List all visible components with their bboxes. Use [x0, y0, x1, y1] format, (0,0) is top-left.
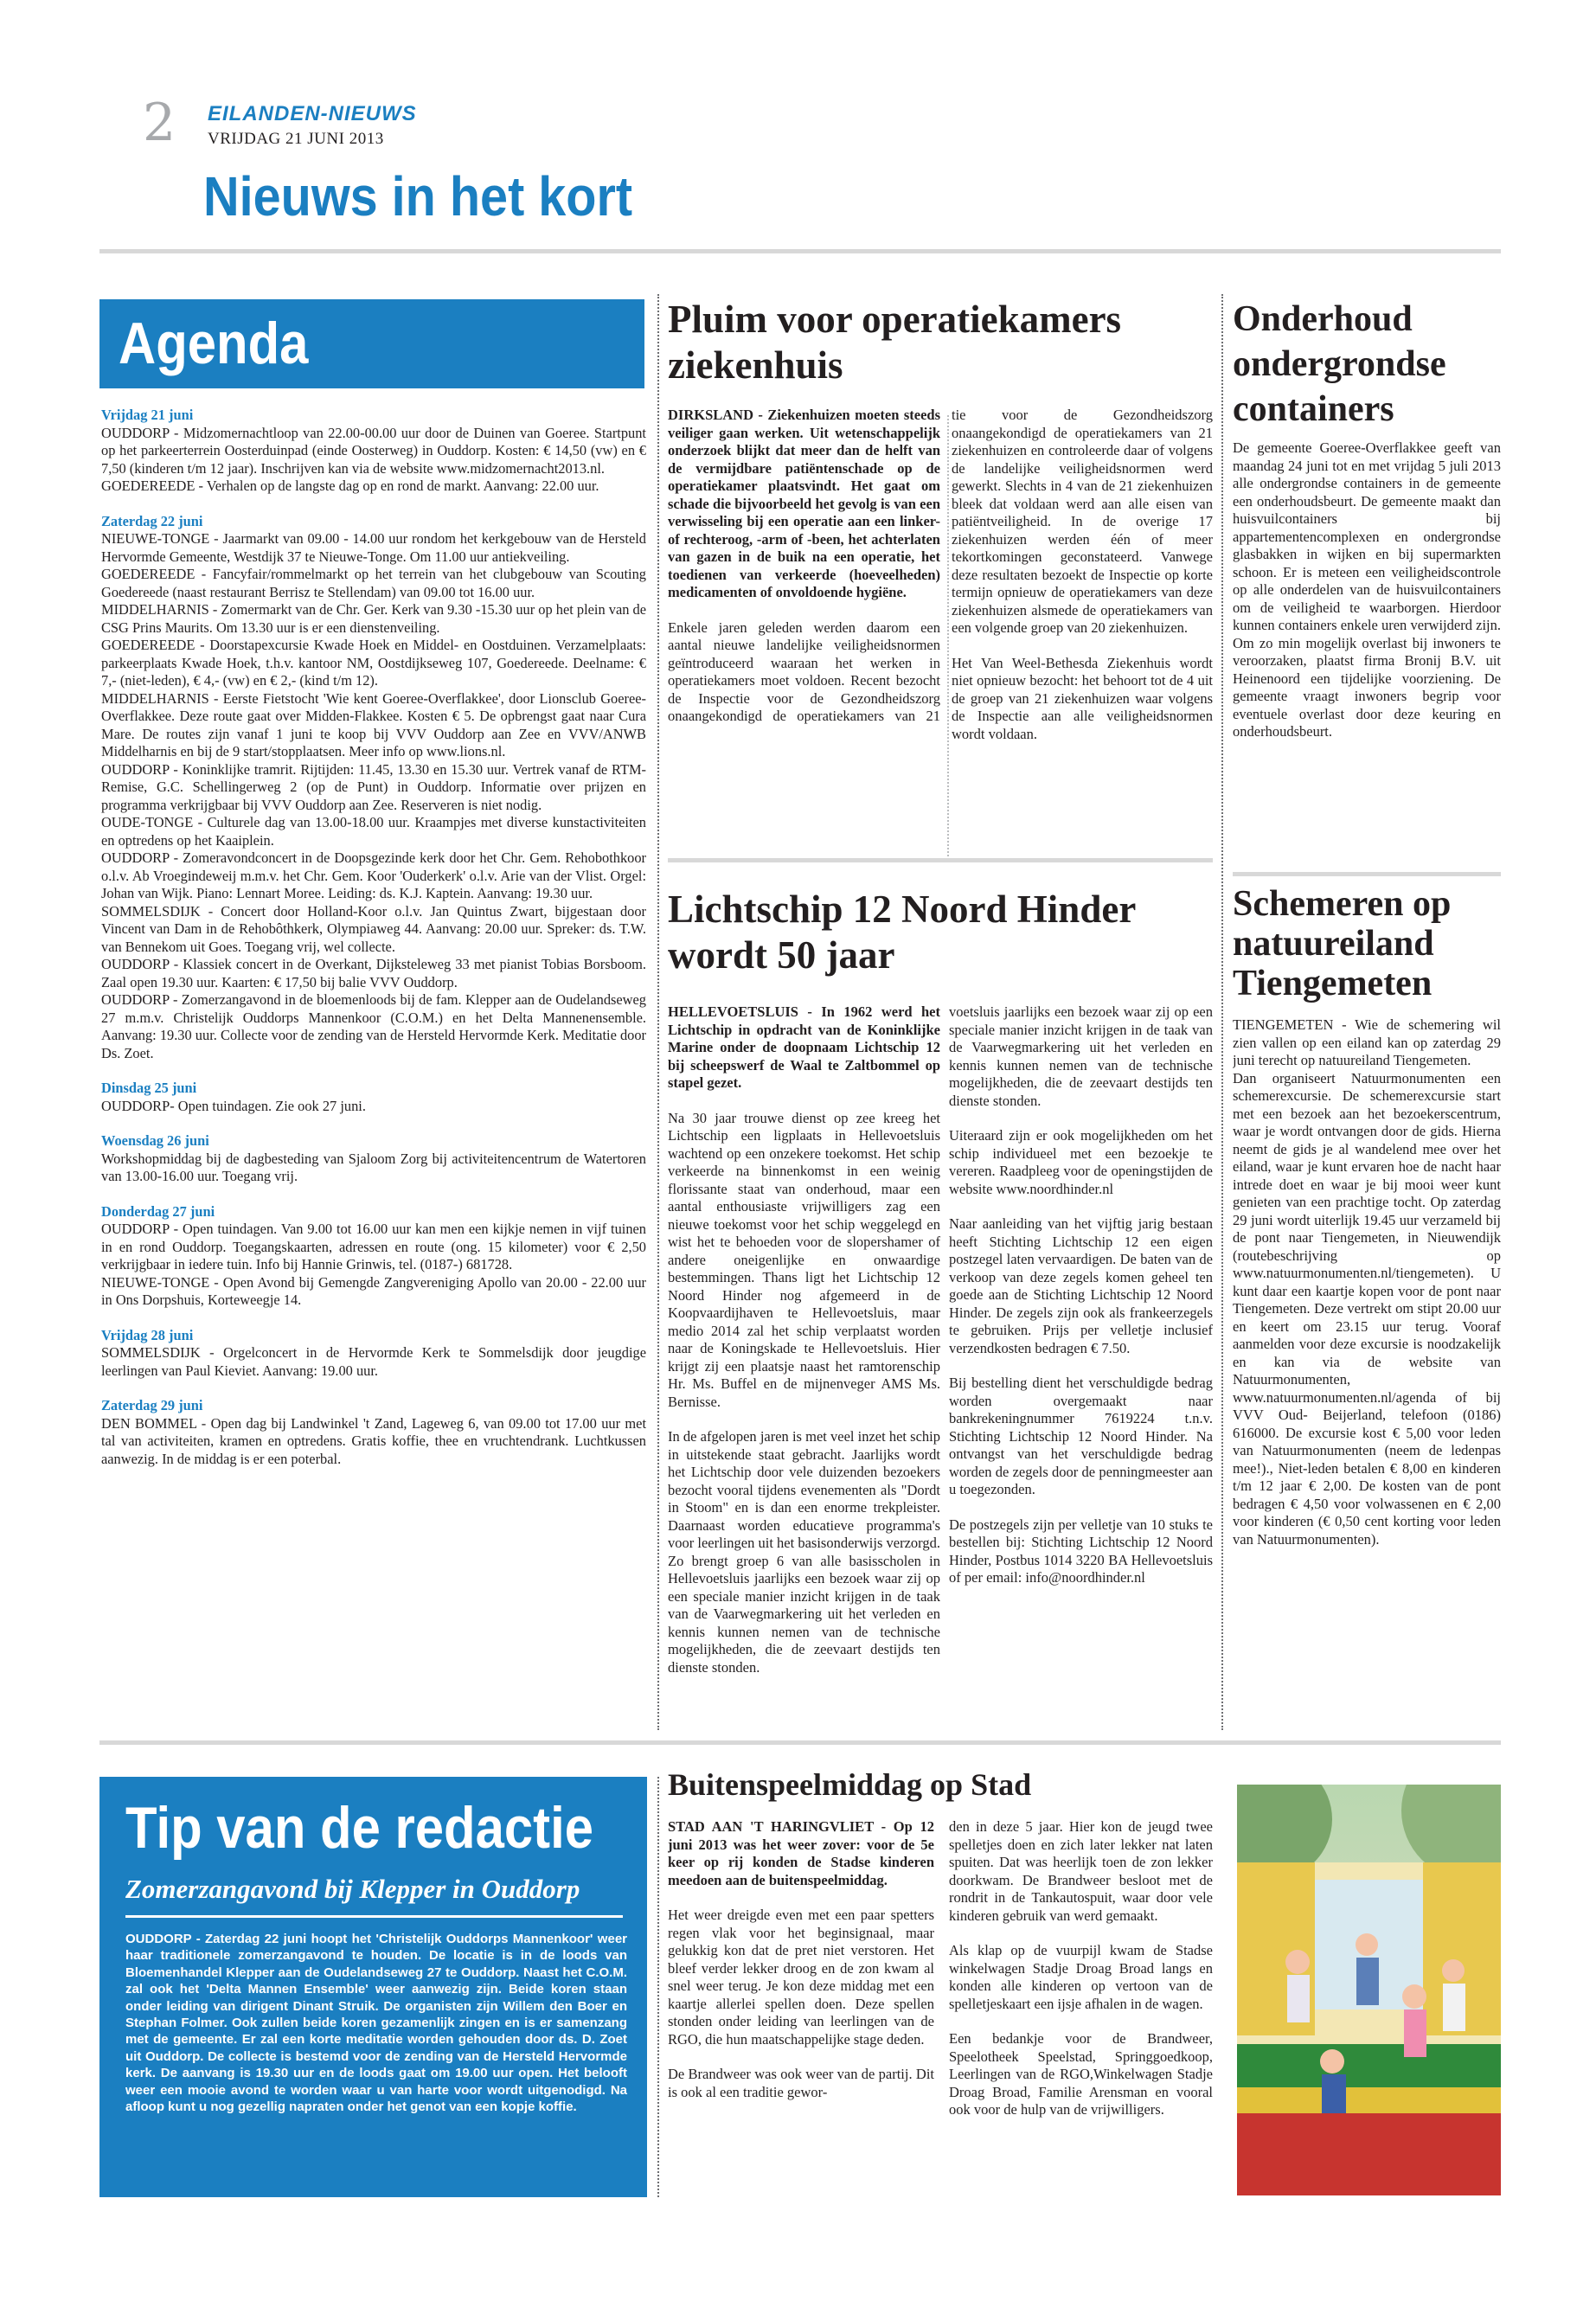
agenda-list [101, 407, 646, 1468]
article-body-col2 [949, 1818, 1213, 2199]
agenda-day-label: Vrijdag 21 juni [101, 407, 194, 423]
agenda-day-text: DEN BOMMEL - Open dag bij Landwinkel 't Zand, Lageweg 6, van 09.00 tot 17.00 uur met tal van activiteiten, kramen en optredens. Gratis koffie, thee en vruchtendrank. Luchtkussen aanwezig. In de middag is er een poterbal. [101, 1414, 646, 1467]
article-body [668, 1818, 934, 2199]
article-body-col2 [949, 1003, 1213, 1721]
tip-box [99, 1777, 647, 2197]
article-lead: HELLEVOETSLUIS - In 1962 werd het Lichtschip in opdracht van de Koninklijke Marine onder de doopnaam Lichtschip 12 bij scheepswerf de Waal te Zaltbommel op stapel gezet. [668, 1003, 940, 1091]
article-paragraph: Een bedankje voor de Brandweer, Speelotheek Speelstad, Springgoedkoop, Leerlingen van de RGO,Winkelwagen Stadje Droag Broad, Familie Arensman en vooral ook voor de hulp van de vrijwilligers. [949, 2030, 1213, 2118]
article-paragraph: Bij bestelling dient het verschuldigde bedrag worden overgemaakt naar bankrekeningnummer 7619224 t.n.v. Stichting Lichtschip 12 Noord Hinder. Na ontvangst van het verschuldigde bedrag worden de zegels door de penningmeester aan u toegezonden. [949, 1375, 1213, 1497]
article-headline: Onderhoud ondergrondse containers [1233, 299, 1446, 429]
page-number: 2 [143, 93, 176, 153]
paragraph-text: Enkele jaren geleden werden daarom een aantal nieuwe landelijke veiligheidsnormen geïntroduceerd waaraan het werken in operatiekamers moet voldoen. Recent bezocht de Inspectie voor de Gezondheidszorg onaangekondigd de operatiekamers van 21 [668, 619, 940, 724]
article-paragraph: Het Van Weel-Bethesda Ziekenhuis wordt niet opnieuw bezocht: het behoort tot de 4 uit de groep van 21 ziekenhuizen waar volgens de Inspectie aan alle veiligheidsnormen wordt voldaan. [952, 654, 1213, 742]
agenda-day-text: NIEUWE-TONGE - Jaarmarkt van 09.00 - 14.00 uur rondom het kerkgebouw van de Hersteld Hervormde Gemeente, Westdijk 37 te Nieuwe-Tonge. Om 11.00 uur antiekveiling. GOEDEREEDE - Fancyfair/rommelmarkt op het terrein van het clubgebouw van Scouting Goedereede (naast restaurant Berrisz te Stellendam) van 09.00 tot 16.00 uur. MIDDELHARNIS - Zomermarkt van de Chr. Ger. Kerk van 9.30 -15.30 uur op het plein van de CSG Prins Maurits. Om 13.30 uur is er een dienstenveiling. GOEDEREEDE - Doorstapexcursie Kwade Hoek en Middel- en Oostduinen. Verzamelplaats: parkeerplaats Kwade Hoek, t.h.v. kantoor NM, Oostdijkseweg 107, Goedereede. Deelname: € 7,- (niet-leden), € 4,- (vw) en € 2,- (kind t/m 12). MIDDELHARNIS - Eerste Fietstocht 'Wie kent Goeree-Overflakkee', door Lionsclub Goeree-Overflakkee. Deze route gaat over Midden-Flakkee. Kosten € 5. De opbrengst gaat naar Cura Mare. De routes zijn vanaf 1 juni te koop bij VVV Ouddorp aan Zee en VVV/ANWB Middelharnis en bij de 9 start/stopplaatsen. Meer info op www.lions.nl. OUDDORP - Koninklijke tramrit. Rijtijden: 11.45, 13.30 en 15.30 uur. Vertrek vanaf de RTM-Remise, G.C. Schellingerweg 2 (op de Punt) in Ouddorp. Informatie over prijzen en programma verkrijgbaar bij VVV Ouddorp aan Zee. Reserveren is niet nodig. OUDE-TONGE - Culturele dag van 13.00-18.00 uur. Kraampjes met diverse kunstactiviteiten en optredens op het Kaaiplein. OUDDORP - Zomeravondconcert in de Doopsgezinde kerk door het Chr. Gem. Rehobothkoor o.l.v. Ab Vroegindeweij m.m.v. het Chr. Gem. Koor 'Ouderkerk' o.l.v. Arie van der Vlist. Orgel: Johan van Wijk. Piano: Lennart Moree. Leiding: ds. K.J. Kaptein. Aanvang: 19.30 uur. SOMMELSDIJK - Concert door Holland-Koor o.l.v. Jan Quintus Zwart, bijgestaan door Vincent van Dam in de Rehobôthkerk, Olympiaweg 44. Aanvang: 20.00 uur. Spreker: ds. T.W. van Bennekom uit Goes. Toegang vrij, wel collecte. OUDDORP - Klassiek concert in de Overkant, Dijksteleweg 33 met pianist Tobias Borsboom. Zaal open 19.30 uur. Kaarten: € 17,50 bij balie VVV Ouddorp. OUDDORP - Zomerzangavond in de bloemenloods bij de fam. Klepper aan de Oudelandseweg 27 m.m.v. Christelijk Ouddorps Mannenkoor (C.O.M.) en het Delta Mannenensemble. Aanvang: 19.30 uur. Collecte voor de zending van de Hersteld Hervormde Kerk. Meditatie door Ds. Zoet. [101, 530, 646, 1061]
column-separator [657, 294, 659, 1730]
article-body [1233, 439, 1501, 759]
tip-title: Tip van de redactie [125, 1795, 593, 1861]
header-divider [99, 249, 1501, 253]
agenda-day-label: Woensdag 26 juni [101, 1132, 209, 1149]
article-paragraph: Na 30 jaar trouwe dienst op zee kreeg het Lichtschip een ligplaats in Hellevoetsluis wachtend op een onzekere toekomst. Het schip verkeerde na binnenkomst in een weinig florissante staat van onderhoud, maar een aantal enthousiaste vrijwilligers zag een nieuwe toekomst voor het schip weggelegd en wist het te behoeden voor de slopershamer of andere oneigenlijke en onwaardige bestemmingen. Thans ligt het Lichtschip 12 Noord Hinder nog afgemeerd in de Koopvaardijhaven te Hellevoetsluis, maar medio 2014 zal het schip verplaatst worden naar de Koningskade te Hellevoetsluis. Hier krijgt zij een plaatsje naast het ramtorenschip Hr. Ms. Buffel en de mijnenveger AMS Ms. Bernisse. [668, 1109, 940, 1410]
article-paragraph: Dan organiseert Natuurmonumenten een schemerexcursie. De schemerexcursie start met een bezoek aan het bezoekerscentrum, waar je wordt ontvangen door de gids. Hierna neemt de gids je al wandelend mee over het eiland, waar je kunt ervaren hoe de nacht haar intrede doet en waar je bij mooi weer kunt genieten van een prachtige tocht. Op zaterdag 29 juni wordt uiterlijk 19.45 uur verzameld bij de pont naar Tiengemeten, in Nieuwendijk (routebeschrijving op www.natuurmonumenten.nl/tiengemeten). U kunt daar een kaartje kopen voor de pont naar Tiengemeten. Deze vertrekt om stipt 20.00 uur en keert om 23.15 uur terug. Vooraf aanmelden voor deze excursie is noodzakelijk en kan via de website van Natuurmonumenten, www.natuurmonumenten.nl/agenda of bij VVV Oud- Beijerland, telefoon (0186) 616000. De excursie kost € 5,00 voor leden van Natuurmonumenten (neem de ledenpas mee!)., Niet-leden betalen € 8,00 en kinderen t/m 12 jaar € 2,00. De kosten van de pont bedragen € 4,50 voor volwassenen en € 2,00 voor kinderen (€ 0,50 cent korting voor leden van Natuurmonumenten). [1233, 1069, 1501, 1548]
agenda-day-label: Zaterdag 22 juni [101, 512, 203, 529]
article-body [1233, 1016, 1501, 1726]
article-body-col2 [952, 407, 1213, 760]
agenda-day-text: OUDDORP- Open tuindagen. Zie ook 27 juni. [101, 1097, 366, 1114]
photo-illustration-icon [1237, 1785, 1501, 2195]
article-headline: Schemeren op natuureiland Tiengemeten [1233, 884, 1452, 1003]
article-headline: Buitenspeelmiddag op Stad [668, 1767, 1032, 1802]
article-paragraph: Uiteraard zijn er ook mogelijkheden om het schip individueel met een bezoekje te vereren. Raadpleeg voor de openingstijden de website www.noordhinder.nl [949, 1127, 1213, 1197]
agenda-day-label: Vrijdag 28 juni [101, 1326, 194, 1343]
article-lead: DIRKSLAND - Ziekenhuizen moeten steeds veiliger gaan werken. Uit wetenschappelijk onderzoek blijkt dat meer dan de helft van de vermijdbare patiëntenschade op de operatiekamer plaatsvindt. Het gaat om schade die bijvoorbeeld het gevolg is van een verwisseling bij een operatie aan een linker- of rechteroog, -arm of -been, het achterlaten van gazen in de buik na een operatie, het toedienen van verkeerde (hoeveelheden) medicamenten of onvoldoende hygiëne. [668, 407, 940, 600]
agenda-title: Agenda [119, 311, 309, 376]
agenda-day-label: Zaterdag 29 juni [101, 1397, 203, 1413]
article-paragraph: Naar aanleiding van het vijftig jarig bestaan heeft Stichting Lichtschip 12 een eigen postzegel laten vervaardigen. De baten van de verkoop van deze zegels komen geheel ten goede aan de Stichting Lichtschip 12 Noord Hinder. De zegels zijn ook als frankeerzegels te gebruiken. Prijs per velletje inclusief verzendkosten bedragen € 7.50. [949, 1215, 1213, 1356]
masthead-logo: EILANDEN-NIEUWS [208, 102, 417, 125]
article-headline: Pluim voor operatiekamers ziekenhuis [668, 298, 1122, 387]
agenda-day-text: OUDDORP - Open tuindagen. Van 9.00 tot 16.00 uur kan men een kijkje nemen in vijf tuinen in en rond Ouddorp. Toegangskaarten, adressen en route (ong. 15 kilometer) voor € 2,50 verkrijgbaar in iedere tuin. Info bij Hannie Grinwis, tel. (0187-) 681728. NIEUWE-TONGE - Open Avond bij Gemengde Zangvereniging Apollo van 20.00 - 22.00 uur in Ons Dorpshuis, Korteweegje 14. [101, 1221, 646, 1308]
article-paragraph: tie voor de Gezondheidszorg onaangekondigd de operatiekamers van 21 ziekenhuizen en controleerde daar of volgens de landelijke veiligheidsnormen werd gewerkt. Slechts in 4 van de 21 ziekenhuizen bleek dat voldaan werd aan alle eisen van patiëntveiligheid. In de overige 17 ziekenhuizen werden één of meer tekortkomingen geconstateerd. Vanwege deze resultaten bezoekt de Inspectie op korte termijn opnieuw de operatiekamers van deze ziekenhuizen alsmede de operatiekamers van een volgende groep van 20 ziekenhuizen. [952, 407, 1213, 636]
issue-date: VRIJDAG 21 JUNI 2013 [208, 130, 384, 148]
agenda-day-text: SOMMELSDIJK - Orgelconcert in de Hervormde Kerk te Sommelsdijk door jeugdige leerlingen van Paul Kieviet. Aanvang: 19.00 uur. [101, 1344, 646, 1379]
tip-rule [125, 1915, 623, 1918]
agenda-header [99, 299, 644, 388]
article-lead: STAD AAN 'T HARINGVLIET - Op 12 juni 2013 was het weer zover: voor de 5e keer op rij konden de Stadse kinderen meedoen aan de buitenspeelmiddag. [668, 1818, 934, 1888]
article-paragraph: den in deze 5 jaar. Hier kon de jeugd twee spelletjes doen en zich later lekker nat laten spuiten. Dat was heerlijk toen de zon lekker doorkwam. De Brandweer besloot met de rondrit in de Tankautospuit, waar door vele kinderen gebruik van werd gemaakt. [949, 1818, 1213, 1924]
tip-text: OUDDORP - Zaterdag 22 juni hoopt het 'Christelijk Ouddorps Mannenkoor' weer haar traditionele zomerzangavond te houden. De locatie is in de loods van Bloemenhandel Klepper aan de Oudelandseweg 27 te Ouddorp. Naast het C.O.M. zal ook het 'Delta Mannen Ensemble' weer aanwezig zijn. Beide koren staan onder leiding van dirigent Dinant Struik. De organisten zijn Willem den Boer en Stephan Folmer. Ook zullen beide koren gezamenlijk zingen en is er samenzang met de gemeente. Er zal een korte meditatie worden gehouden door ds. D. Zoet uit Ouddorp. De collecte is bestemd voor de zending van de Hersteld Hervormde kerk. De aanvang is 19.30 uur en de loods gaat om 19.00 uur open. Het belooft weer een mooie avond te worden waar u van harte voor wordt uitgenodigd. Na afloop kunt u nog gezellig napraten onder het genot van een kopje koffie. [125, 1932, 627, 2115]
bouncy-castle-photo [1237, 1785, 1501, 2195]
column-separator [1221, 294, 1223, 1730]
article-headline: Lichtschip 12 Noord Hinder wordt 50 jaar [668, 888, 1136, 977]
bottom-divider [99, 1740, 1501, 1745]
agenda-day-text: OUDDORP - Midzomernachtloop van 22.00-00.00 uur door de Duinen van Goeree. Startpunt op het parkeerterrein Oosterduinpad (einde Oosterweg) in Ouddorp. Kosten: € 14,50 (vw) en € 7,50 (kinderen t/m 12 jaar). Inschrijven kan via de website www.midzomernacht2013.nl. GOEDEREEDE - Verhalen op de langste dag op en rond de markt. Aanvang: 22.00 uur. [101, 424, 646, 494]
section-title: Nieuws in het kort [203, 165, 633, 228]
article-paragraph: De gemeente Goeree-Overflakkee geeft van maandag 24 juni tot en met vrijdag 5 juli 2013 alle ondergrondse containers in de gemeente een onderhoudsbeurt. De gemeente maakt dan huisvuilcontainers bij appartementencomplexen en ondergrondse glasbakken in wijken en bij supermarkten schoon. Er is meteen een veiligheidscontrole op alle onderdelen van de huisvuilcontainers om de veiligheid te waarborgen. Hierdoor kunnen containers enkele uren verwijderd zijn. Om zo min mogelijk overlast bij inwoners te veroorzaken, plaatst firma Bronij B.V. uit Heinenoord een tijdelijke voorziening. De gemeente vraagt inwoners begrip voor eventuele overlast door deze keuring en onderhoudsbeurt. [1233, 439, 1501, 740]
article-paragraph: Het weer dreigde even met een paar spetters regen vlak voor het beginsignaal, maar gelukkig kon dat de pret niet verstoren. Het bleef verder lekker droog en de zon kwam al snel weer terug. Je kon deze middag met een kaartje allerlei spellen doen. Deze spellen stonden onder leiding van leerlingen van de RGO, die hun maatschappelijke stage deden. [668, 1907, 934, 2048]
column-separator [947, 415, 949, 856]
article-paragraph: De Brandweer was ook weer van de partij. Dit is ook al een traditie gewor- [668, 2066, 934, 2100]
article-paragraph: In de afgelopen jaren is met veel inzet het schip in uitstekende staat gebracht. Jaarlijks wordt het Lichtschip door vele duizenden bezoekers bezocht vooral tijdens evenementen als "Dordt in Stoom" en is dan een enorme trekpleister. Daarnaast worden educatieve programma's voor leerlingen uit het basisonderwijs verzorgd. Zo brengt groep 6 van alle basisscholen in Hellevoetsluis jaarlijks een bezoek waar zij op een speciale manier inzicht krijgen in de taak van de Vaarwegmarkering uit het verleden en kennis kunnen nemen van de technische mogelijkheden, die de zeevaart destijds ten dienste stonden. [668, 1428, 940, 1676]
article-paragraph [668, 619, 940, 726]
article-body [668, 1003, 940, 1721]
article-divider [1233, 872, 1501, 876]
column-separator [657, 1777, 659, 2197]
article-paragraph: De postzegels zijn per velletje van 10 stuks te bestellen bij: Stichting Lichtschip 12 Noord Hinder, Postbus 1014 3220 BA Hellevoetsluis of per email: info@noordhinder.nl [949, 1516, 1213, 1586]
tip-subtitle: Zomerzangavond bij Klepper in Ouddorp [125, 1874, 580, 1904]
article-paragraph: Als klap op de vuurpijl kwam de Stadse winkelwagen Stadje Droag Broad langs en konden alle kinderen op vertoon van de spelletjeskaart een ijsje afhalen in de wagen. [949, 1942, 1213, 2012]
article-divider [668, 858, 1213, 862]
article-paragraph: voetsluis jaarlijks een bezoek waar zij op een speciale manier inzicht krijgen in de taak van de Vaarwegmarkering uit het verleden en kennis kunnen nemen van de technische mogelijkheden, die de zeevaart destijds ten dienste stonden. [949, 1003, 1213, 1109]
article-paragraph: TIENGEMETEN - Wie de schemering wil zien vallen op een eiland kan op zaterdag 29 juni terecht op natuureiland Tiengemeten. [1233, 1016, 1501, 1068]
agenda-day-text: Workshopmiddag bij de dagbesteding van Sjaloom Zorg bij activiteitencentrum de Watertoren van 13.00-16.00 uur. Toegang vrij. [101, 1150, 646, 1184]
agenda-day-label: Dinsdag 25 juni [101, 1080, 197, 1096]
agenda-day-label: Donderdag 27 juni [101, 1202, 215, 1220]
article-body [668, 407, 940, 743]
